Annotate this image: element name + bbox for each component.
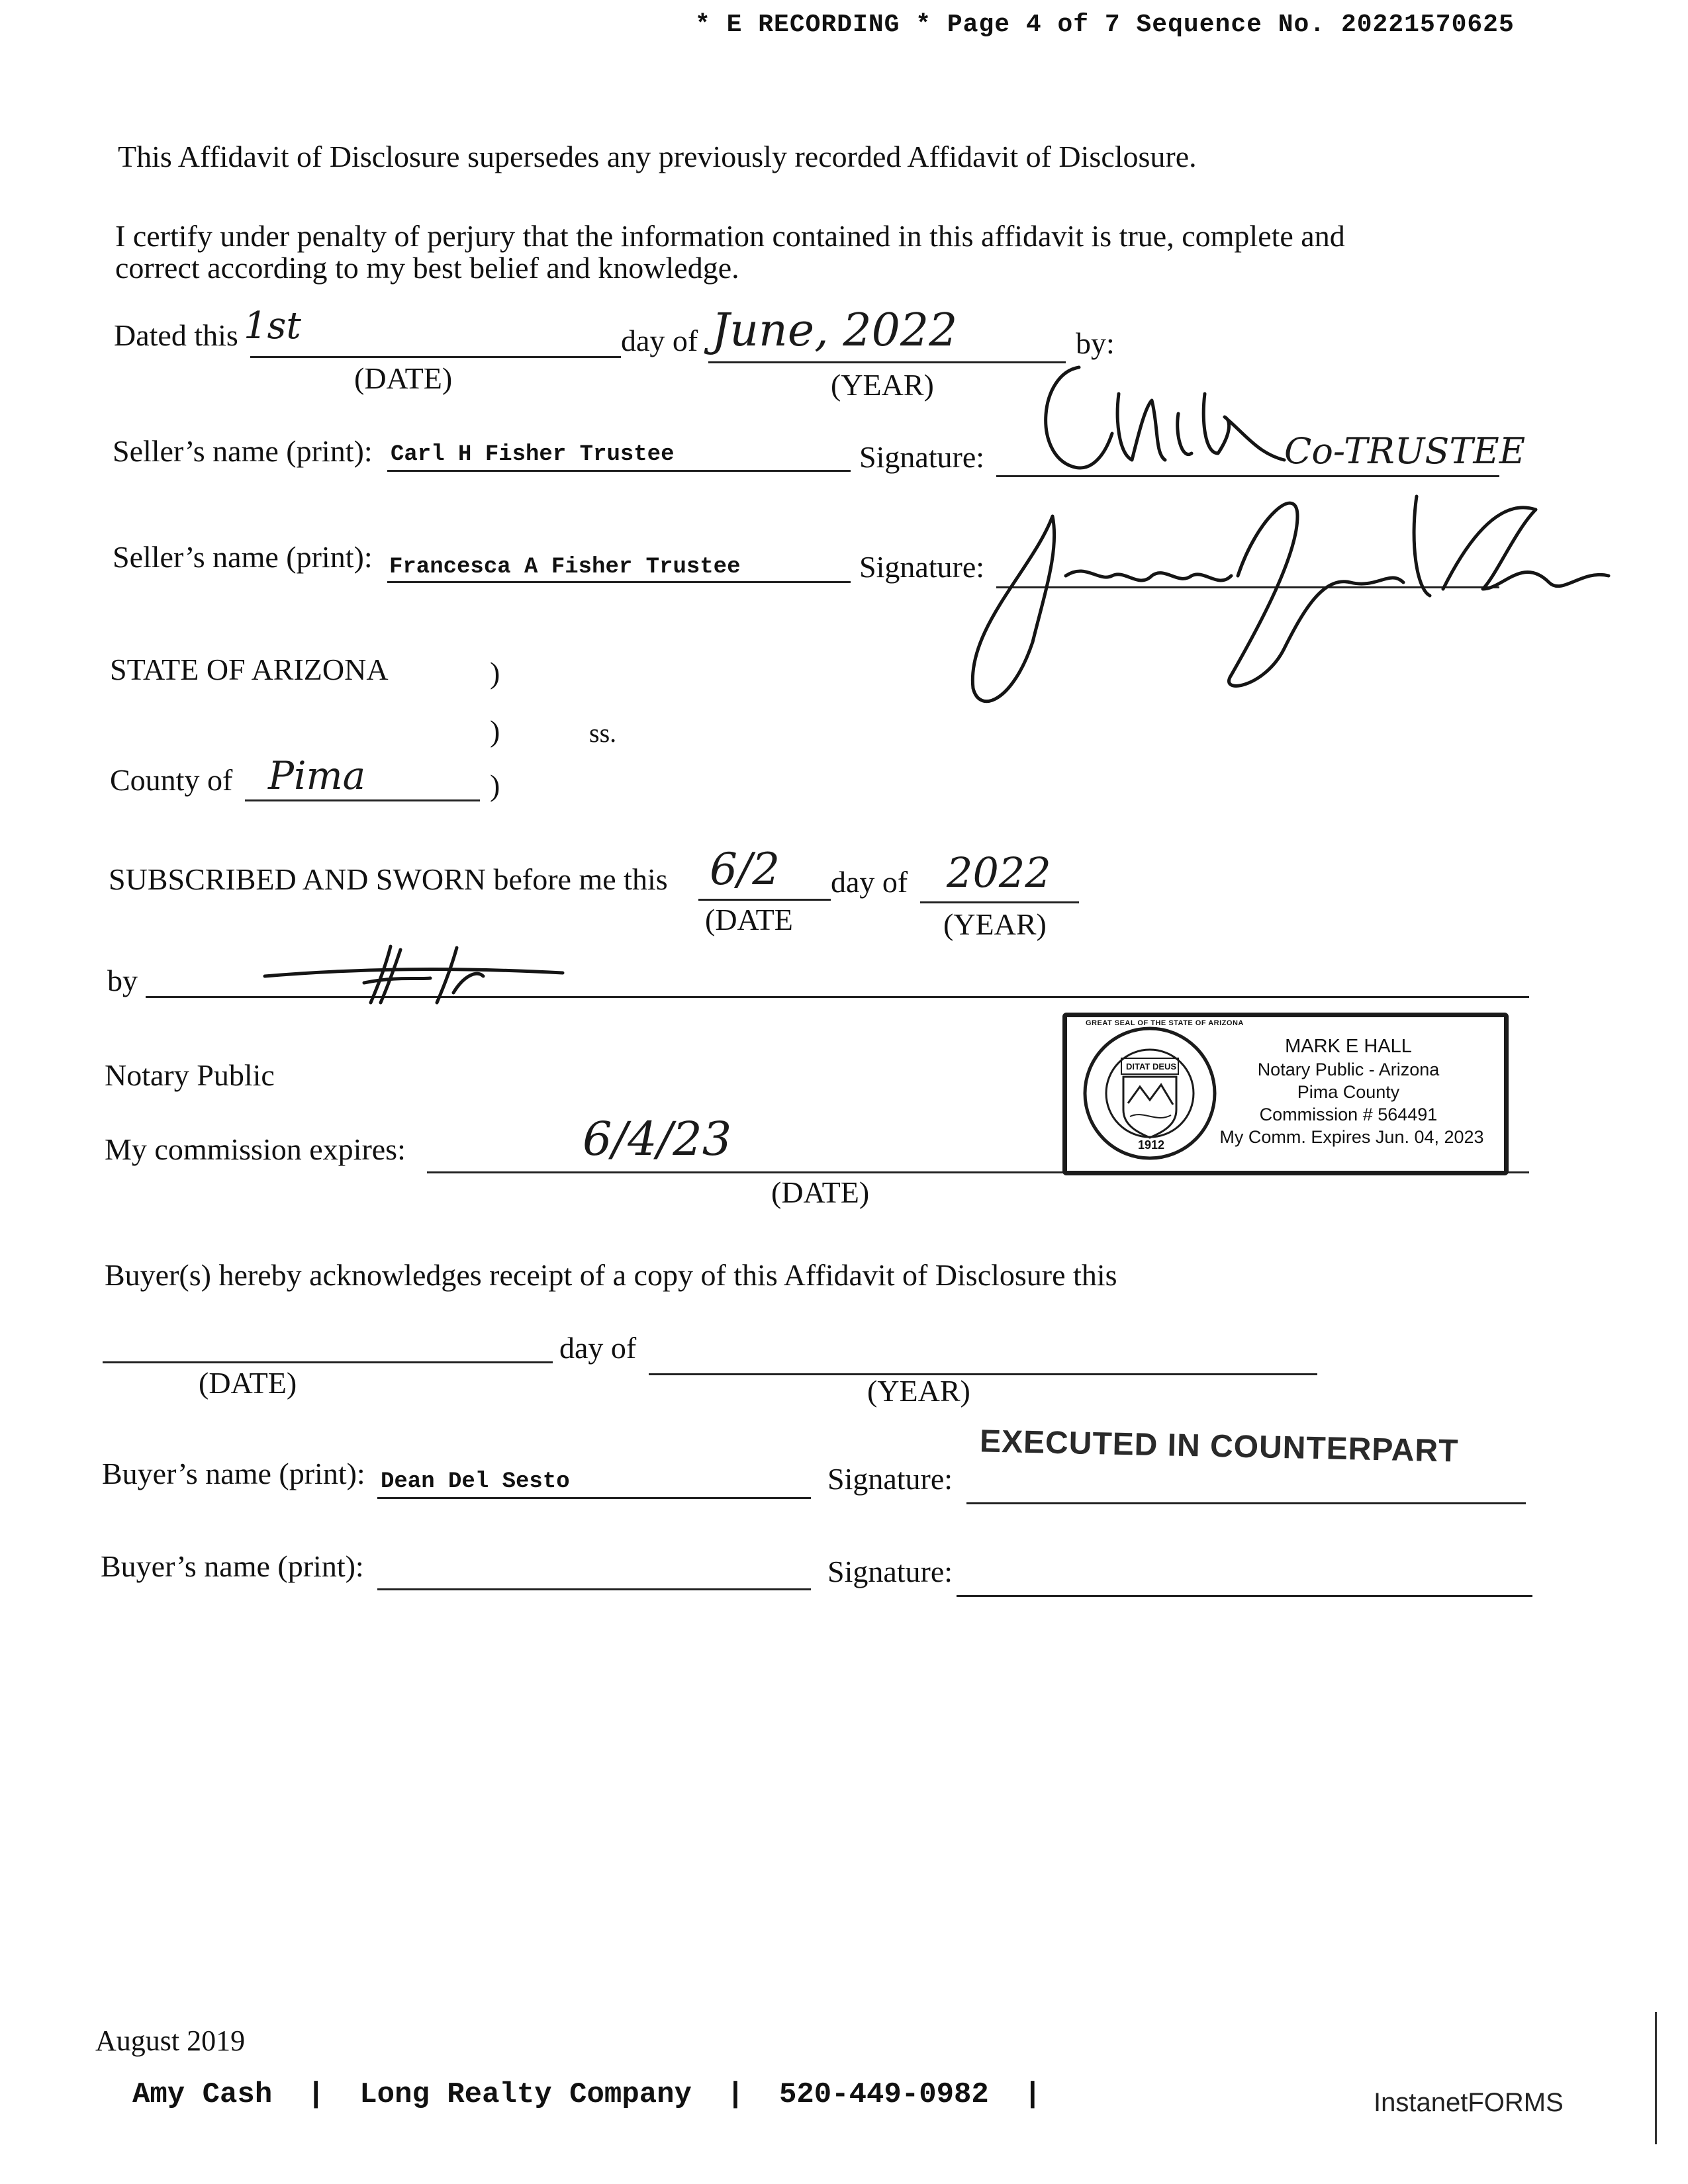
venue-paren-1: ): [490, 656, 500, 690]
certify-statement-line1: I certify under penalty of perjury that the information contained in this affidavit is true, complete and: [115, 219, 1345, 253]
buyer-ack-day-of-label: day of: [559, 1331, 637, 1365]
county-handwritten: Pima: [268, 753, 366, 798]
dated-day-handwritten: 1st: [244, 304, 301, 347]
dated-date-caption: (DATE): [354, 361, 453, 395]
sworn-date-caption: (DATE: [705, 903, 793, 936]
dated-label: Dated this: [114, 318, 238, 352]
dated-month-year-handwritten: June, 2022: [712, 304, 958, 357]
venue-paren-2: ): [490, 714, 500, 748]
sworn-year-handwritten: 2022: [947, 848, 1051, 897]
buyer-ack-statement: Buyer(s) hereby acknowledges receipt of a copy of this Affidavit of Disclosure this: [105, 1258, 1117, 1292]
seal-motto: DITAT DEUS: [1126, 1062, 1177, 1071]
stamp-county: Pima County: [1297, 1082, 1400, 1102]
agent-line: Amy Cash | Long Realty Company | 520-449-0982 |: [132, 2078, 1042, 2111]
buyer1-label: Buyer’s name (print):: [102, 1457, 365, 1490]
seller1-label: Seller’s name (print):: [113, 434, 373, 468]
venue-ss: ss.: [589, 718, 617, 748]
supersedes-statement: This Affidavit of Disclosure supersedes any previously recorded Affidavit of Disclosure.: [118, 140, 1197, 173]
buyer-ack-date-line: [103, 1361, 553, 1363]
sworn-label: SUBSCRIBED AND SWORN before me this: [109, 862, 668, 896]
dated-day-of-label: day of: [621, 324, 698, 357]
buyer1-signature-label: Signature:: [827, 1462, 953, 1496]
instanet-brand: InstanetFORMS: [1374, 2088, 1564, 2117]
stamp-notary-title: Notary Public - Arizona: [1257, 1060, 1440, 1079]
recording-header: * E RECORDING * Page 4 of 7 Sequence No. 20221570625: [695, 11, 1515, 39]
edge-mark: [1655, 2012, 1657, 2144]
seller2-name-line: [387, 581, 851, 583]
seller1-name: Carl H Fisher Trustee: [391, 442, 675, 467]
commission-date-caption: (DATE): [771, 1175, 870, 1209]
county-label: County of: [110, 763, 233, 797]
state-label: STATE OF ARIZONA: [110, 653, 389, 686]
dated-year-caption: (YEAR): [831, 368, 934, 402]
commission-handwritten: 6/4/23: [583, 1112, 732, 1166]
seller1-signature-label: Signature:: [859, 440, 985, 474]
dated-day-line: [250, 356, 621, 358]
commission-label: My commission expires:: [105, 1132, 406, 1166]
sworn-day-of-label: day of: [831, 865, 908, 899]
executed-in-counterpart-stamp: EXECUTED IN COUNTERPART: [979, 1424, 1459, 1469]
venue-paren-3: ): [490, 768, 500, 802]
county-line: [245, 799, 480, 801]
notary-signature-scribble: [265, 940, 569, 1013]
buyer1-signature-line: [966, 1502, 1526, 1504]
buyer-ack-year-line: [649, 1373, 1317, 1375]
buyer-ack-year-caption: (YEAR): [867, 1374, 970, 1408]
seller1-signature-scribble: [1033, 354, 1317, 486]
dated-year-line: [708, 361, 1066, 363]
sworn-by-label: by: [107, 964, 138, 997]
sworn-year-line: [920, 901, 1079, 903]
notary-stamp: [1062, 1013, 1509, 1175]
buyer2-signature-label: Signature:: [827, 1555, 953, 1588]
stamp-notary-name: MARK E HALL: [1285, 1036, 1412, 1057]
stamp-commission-number: Commission # 564491: [1259, 1105, 1438, 1124]
seller2-signature-scribble: [953, 477, 1622, 715]
buyer2-signature-line: [957, 1595, 1532, 1597]
seal-year: 1912: [1138, 1138, 1165, 1152]
buyer-ack-date-caption: (DATE): [199, 1366, 297, 1400]
dated-by-label: by:: [1076, 326, 1115, 360]
buyer1-name: Dean Del Sesto: [381, 1469, 570, 1494]
seal-ring-text: GREAT SEAL OF THE STATE OF ARIZONA: [1086, 1019, 1244, 1027]
seller2-label: Seller’s name (print):: [113, 540, 373, 574]
form-edition: August 2019: [95, 2025, 246, 2057]
sworn-date-line: [698, 899, 831, 901]
buyer1-name-line: [377, 1497, 811, 1499]
stamp-expires: My Comm. Expires Jun. 04, 2023: [1219, 1127, 1484, 1147]
seller1-signature-note: Co-TRUSTEE: [1284, 430, 1526, 472]
sworn-date-handwritten: 6/2: [710, 844, 780, 895]
sworn-year-caption: (YEAR): [943, 907, 1047, 941]
notary-public-label: Notary Public: [105, 1058, 275, 1092]
seller1-name-line: [387, 470, 851, 472]
seller2-signature-label: Signature:: [859, 550, 985, 584]
buyer2-name-line: [377, 1588, 811, 1590]
buyer2-label: Buyer’s name (print):: [101, 1549, 364, 1583]
seller2-name: Francesca A Fisher Trustee: [389, 555, 741, 580]
certify-statement-line2: correct according to my best belief and knowledge.: [115, 251, 739, 285]
